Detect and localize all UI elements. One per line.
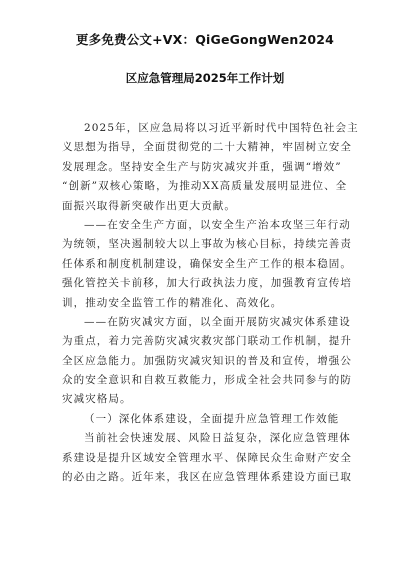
body-line: 发展理念。坚持安全生产与防灾减灾并重，强调“增效” bbox=[62, 160, 342, 173]
body-line: 为统领，坚决遏制较大以上事故为核心目标，持续完善责 bbox=[62, 238, 352, 251]
document-body bbox=[62, 119, 370, 487]
body-line: “创新”双核心策略，为推动XX高质量发展明显进位、全 bbox=[62, 180, 348, 193]
body-line: 任体系和制度机制建设，确保安全生产工作的根本稳固。 bbox=[62, 257, 352, 270]
body-line: 训，推动安全监管工作的精准化、高效化。 bbox=[62, 296, 283, 309]
body-line: 当前社会快速发展、风险日益复杂，深化应急管理体 bbox=[84, 432, 351, 445]
section-heading: （一）深化体系建设，全面提升应急管理工作效能 bbox=[84, 412, 340, 425]
body-line: 强化管控关卡前移，加大行政执法力度，加强教育宣传培 bbox=[62, 277, 352, 290]
body-line: 的必由之路。近年来，我区在应急管理体系建设方面已取 bbox=[62, 471, 352, 484]
body-line: 全区应急能力。加强防灾减灾知识的普及和宣传，增强公 bbox=[62, 354, 352, 367]
body-line: 灾减灾格局。 bbox=[62, 393, 132, 406]
body-line: 为重点，着力完善防灾减灾救灾部门联动工作机制，提升 bbox=[62, 335, 352, 348]
body-line: 系建设是提升区域安全管理水平、保障民众生命财产安全 bbox=[62, 451, 352, 464]
body-line: 众的安全意识和自救互救能力，形成全社会共同参与的防 bbox=[62, 374, 352, 387]
body-line: ——在防灾减灾方面，以全面开展防灾减灾体系建设 bbox=[84, 315, 351, 328]
promo-banner: 更多免费公文+VX：QiGeGongWen2024 bbox=[75, 32, 335, 47]
document-title: 区应急管理局2025年工作计划 bbox=[125, 71, 285, 85]
body-line: 2025年，区应急局将以习近平新时代中国特色社会主 bbox=[84, 122, 359, 134]
body-line: ——在安全生产方面，以安全生产治本攻坚三年行动 bbox=[84, 218, 351, 231]
body-line: 义思想为指导，全面贯彻党的二十大精神，牢固树立安全 bbox=[62, 141, 352, 154]
body-line: 面振兴取得新突破作出更大贡献。 bbox=[62, 199, 236, 212]
